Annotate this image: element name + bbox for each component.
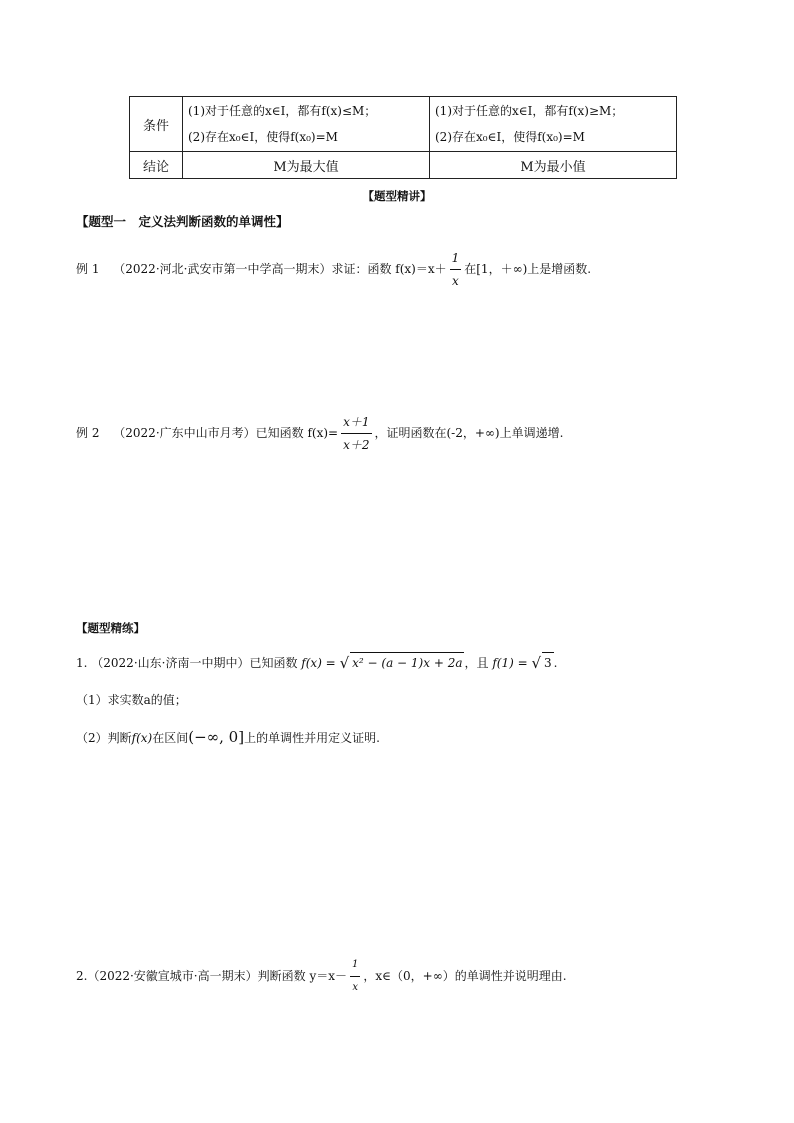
problem-1-func: f(x) = [301,656,336,670]
fraction-numerator: 1 [352,959,359,970]
problem-1 [76,652,558,673]
example-2-fraction [341,412,371,455]
min-condition-2: (2)存在x₀∈I，使得f(x₀)=M [435,130,585,144]
problem-2-label: 2. [76,969,88,983]
fraction-numerator: 1 [451,251,460,265]
sqrt-sign-icon: √ [531,654,542,672]
problem-2-source: （2022·安徽宣城市·高一期末） [87,969,258,983]
fraction-denominator: x [350,976,360,998]
min-result: M为最小值 [430,152,677,179]
problem-2-text-before: 判断函数 y＝x－ [257,969,347,983]
table-row [130,152,677,179]
problem-2 [76,955,567,998]
fraction-denominator: x [450,269,462,291]
example-2-source: （2022·广东中山市月考） [113,426,256,440]
question-2-func: f(x) [131,731,153,745]
min-condition-1: (1)对于任意的x∈I，都有f(x)≥M； [435,104,624,118]
max-condition-2: (2)存在x₀∈I，使得f(x₀)=M [188,130,338,144]
problem-1-radicand: x² − (a − 1)x + 2a [350,652,464,673]
section-title: 【题型精讲】 [362,189,432,203]
problem-1-text-end: . [553,656,558,670]
problem-1-text-before: 已知函数 [249,656,298,670]
problem-1-question-1: （1）求实数a的值； [76,693,187,707]
problem-1-condition: f(1) = [492,656,528,670]
problem-2-fraction [350,955,360,998]
problem-1-question-2 [76,727,380,748]
example-2-text-after: ，证明函数在(-2，+∞)上单调递增. [374,426,564,440]
question-2-before: （2）判断 [76,731,132,745]
example-2-text-before: 已知函数 f(x)= [255,426,339,440]
fraction-numerator: x＋1 [343,415,370,429]
example-1-source: （2022·河北·武安市第一中学高一期末） [113,262,332,276]
sqrt-sign-icon: √ [339,654,350,672]
type-heading: 【题型一 定义法判断函数的单调性】 [76,214,289,229]
question-2-interval: (−∞, 0] [188,728,245,746]
example-1 [76,248,591,291]
condition-table [129,96,677,179]
example-1-text-after: 在[1，＋∞)上是增函数. [464,262,592,276]
question-2-mid: 在区间 [152,731,189,745]
example-2-label: 例 2 [76,426,100,440]
table-row [130,97,677,152]
problem-1-text-mid: ，且 [464,656,489,670]
max-condition-1: (1)对于任意的x∈I，都有f(x)≤M； [188,104,377,118]
conclusion-header: 结论 [130,152,183,179]
practice-title: 【题型精练】 [76,621,145,635]
condition-header: 条件 [130,97,183,152]
example-1-fraction [450,248,462,291]
question-2-after: 上的单调性并用定义证明. [244,731,380,745]
fraction-denominator: x＋2 [341,433,371,455]
example-1-label: 例 1 [76,262,100,276]
problem-2-text-after: ，x∈（0，+∞）的单调性并说明理由. [363,969,567,983]
example-2 [76,412,563,455]
max-condition-cell [183,97,430,152]
max-result: M为最大值 [183,152,430,179]
problem-1-source: （2022·山东·济南一中期中） [91,656,250,670]
min-condition-cell [430,97,677,152]
example-1-text-before: 求证：函数 f(x)＝x＋ [331,262,447,276]
problem-1-label: 1. [76,656,88,670]
problem-1-sqrt-value: 3 [542,652,554,673]
